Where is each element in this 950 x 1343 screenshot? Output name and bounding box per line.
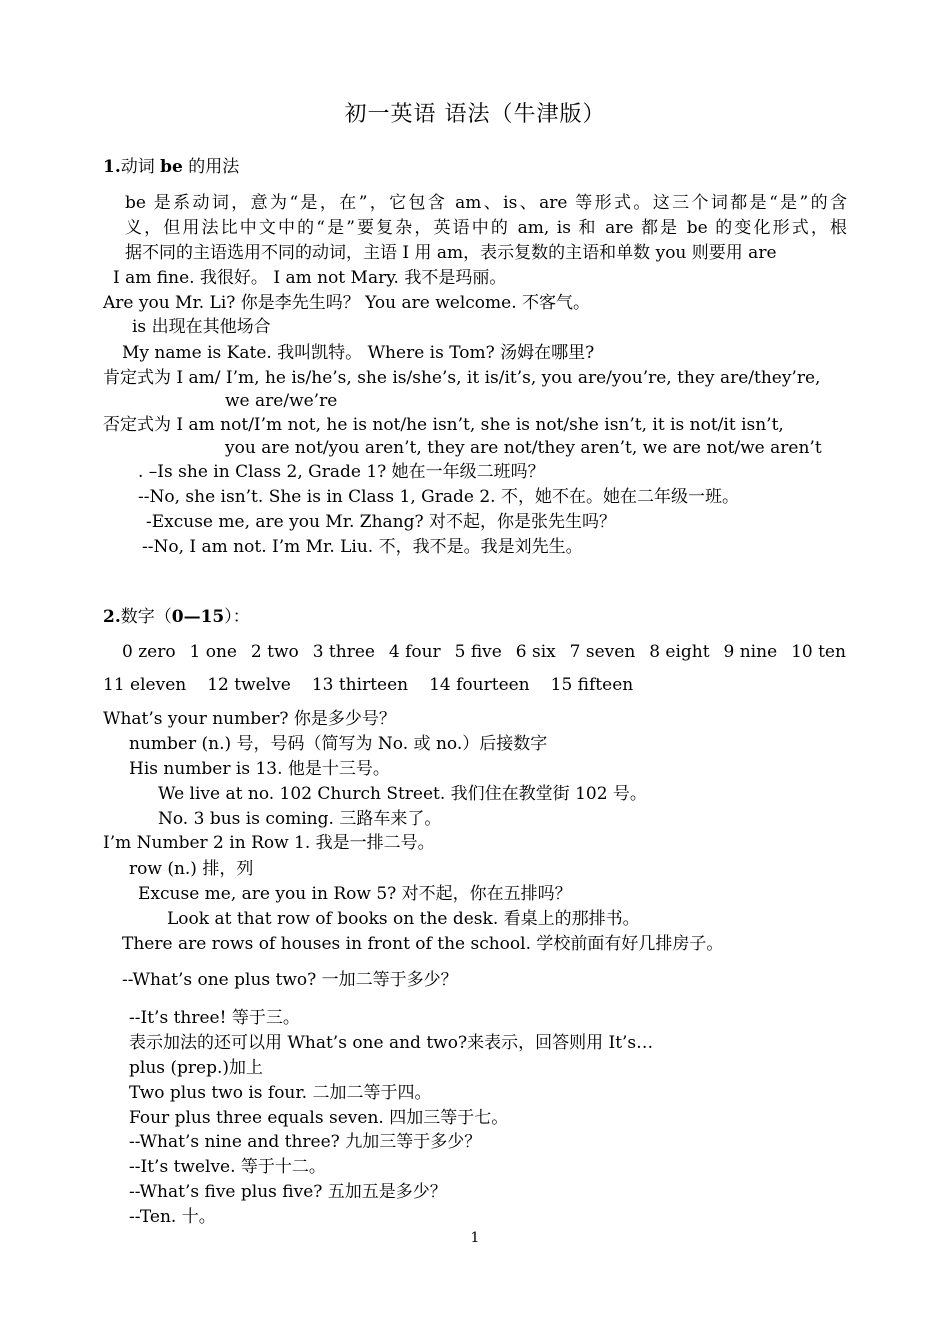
text-line: --Ten. 十。 — [129, 1207, 216, 1227]
text-line: -Excuse me, are you Mr. Zhang? 对不起，你是张先生吗？ — [146, 512, 617, 532]
section-1-number: 1. — [103, 157, 121, 177]
para-line: 据不同的主语选用不同的动词，主语 I 用 am，表示复数的主语和单数 you 则要用 are — [125, 243, 777, 263]
text-line: His number is 13. 他是十三号。 — [129, 759, 390, 779]
para-line: be 是系动词，意为“是，在”，它包含 am、is、are 等形式。这三个词都是“是”的含 — [125, 193, 847, 213]
text-line: --No, she isn’t. She is in Class 1, Grade 2. 不，她不在。她在二年级一班。 — [138, 487, 739, 507]
text-line: --It’s three! 等于三。 — [129, 1008, 300, 1028]
text-line: Look at that row of books on the desk. 看桌上的那排书。 — [167, 909, 640, 929]
text-line: 表示加法的还可以用 What’s one and two?来表示，回答则用 It’s… — [129, 1033, 654, 1053]
section-1-heading-pre: 动词 — [120, 157, 161, 177]
text-line: --No, I am not. I’m Mr. Liu. 不，我不是。我是刘先生。 — [142, 537, 583, 557]
text-line: No. 3 bus is coming. 三路车来了。 — [158, 809, 442, 829]
text-line: Are you Mr. Li? 你是李先生吗？ You are welcome. 不客气。 — [103, 293, 591, 313]
numbers-row-2 — [103, 673, 633, 697]
text-line: There are rows of houses in front of the school. 学校前面有好几排房子。 — [122, 934, 724, 954]
section-1-heading-post: 的用法 — [182, 157, 240, 177]
number-item: 12 twelve — [207, 675, 291, 695]
text-line: plus (prep.)加上 — [129, 1058, 264, 1078]
text-line: --What’s one plus two? 一加二等于多少？ — [122, 970, 458, 990]
text-line: Two plus two is four. 二加二等于四。 — [129, 1083, 432, 1103]
number-item: 10 ten — [791, 642, 846, 662]
number-item: 8 eight — [649, 642, 710, 662]
number-item: 7 seven — [569, 642, 636, 662]
para-line: 义，但用法比中文中的“是”要复杂，英语中的 am, is 和 are 都是 be 的变化形式，根 — [125, 218, 847, 238]
text-line: you are not/you aren’t, they are not/they aren’t, we are not/we aren’t — [225, 438, 822, 458]
text-line: My name is Kate. 我叫凯特。 Where is Tom? 汤姆在哪里? — [122, 343, 595, 363]
text-line: We live at no. 102 Church Street. 我们住在教堂街 102 号。 — [158, 784, 647, 804]
text-line: 肯定式为 I am/ I’m, he is/he’s, she is/she’s, it is/it’s, you are/you’re, they are/they’re, — [103, 368, 821, 388]
number-item: 14 fourteen — [429, 675, 530, 695]
number-item: 11 eleven — [103, 675, 187, 695]
text-line: --It’s twelve. 等于十二。 — [129, 1157, 326, 1177]
numbers-row-1 — [122, 640, 846, 664]
number-item: 3 three — [312, 642, 375, 662]
text-line: --What’s nine and three? 九加三等于多少？ — [129, 1132, 482, 1152]
text-line: 否定式为 I am not/I’m not, he is not/he isn’t, she is not/she isn’t, it is not/it isn’t, — [103, 415, 784, 435]
text-line: I’m Number 2 in Row 1. 我是一排二号。 — [103, 833, 435, 853]
page-title: 初一英语 语法（牛津版） — [344, 102, 606, 127]
number-item: 6 six — [515, 642, 556, 662]
number-item: 5 five — [454, 642, 502, 662]
section-2-heading-pre: 数字（ — [120, 607, 172, 627]
number-item: 2 two — [250, 642, 299, 662]
text-line: What’s your number? 你是多少号？ — [103, 709, 396, 729]
text-line: Four plus three equals seven. 四加三等于七。 — [129, 1108, 509, 1128]
section-1-heading — [103, 156, 239, 178]
number-item: 9 nine — [723, 642, 778, 662]
section-2-heading-post: ）： — [224, 607, 250, 627]
text-line: I am fine. 我很好。 I am not Mary. 我不是玛丽。 — [113, 268, 507, 288]
section-2-heading-range: 0—15 — [171, 607, 225, 627]
page-number: 1 — [470, 1230, 480, 1246]
text-line: is 出现在其他场合 — [132, 317, 271, 337]
number-item: 4 four — [388, 642, 441, 662]
section-2-number: 2. — [103, 607, 121, 627]
number-item: 13 thirteen — [311, 675, 409, 695]
section-2-heading — [103, 606, 250, 628]
text-line: number (n.) 号，号码（简写为 No. 或 no.）后接数字 — [129, 734, 548, 754]
text-line: --What’s five plus five? 五加五是多少？ — [129, 1182, 447, 1202]
text-line: . –Is she in Class 2, Grade 1? 她在一年级二班吗？ — [138, 462, 545, 482]
number-item: 15 fifteen — [550, 675, 634, 695]
number-item: 1 one — [189, 642, 237, 662]
text-line: Excuse me, are you in Row 5? 对不起，你在五排吗？ — [138, 884, 572, 904]
number-item: 0 zero — [122, 642, 176, 662]
text-line: row (n.) 排，列 — [129, 859, 254, 879]
text-line: we are/we’re — [225, 391, 338, 411]
section-1-heading-be: be — [160, 157, 183, 177]
